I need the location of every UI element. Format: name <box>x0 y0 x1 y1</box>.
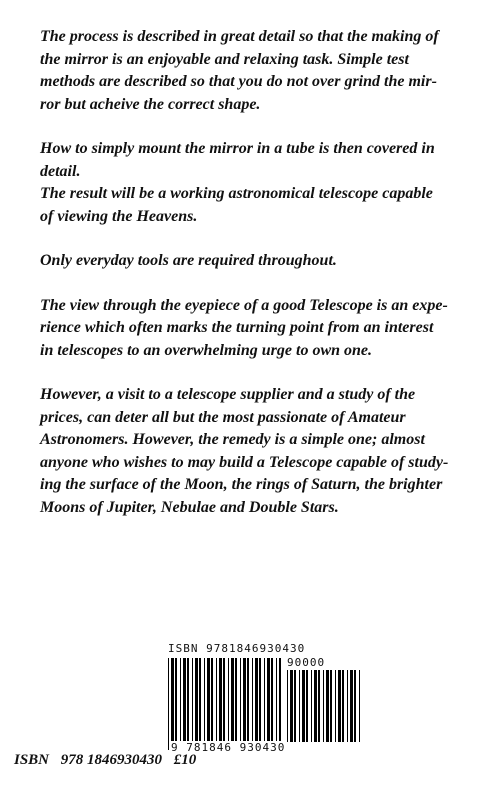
text-line: detail. <box>40 162 81 180</box>
text-line: prices, can deter all but the most passionate of Amateur <box>40 408 406 426</box>
text-line: ror but acheive the correct shape. <box>40 95 261 113</box>
text-line: anyone who wishes to may build a Telescope capable of study- <box>40 453 449 471</box>
text-line: The view through the eyepiece of a good Telescope is an expe- <box>40 296 448 314</box>
barcode-bars-addon <box>287 670 362 750</box>
text-line: Only everyday tools are required throughout. <box>40 252 337 269</box>
price: £10 <box>173 752 197 768</box>
footer-isbn-price <box>14 752 204 769</box>
isbn-number: 978 1846930430 <box>60 752 163 768</box>
text-line: However, a visit to a telescope supplier and a study of the <box>40 386 416 403</box>
text-line: ing the surface of the Moon, the rings of Saturn, the brighter <box>40 476 443 493</box>
text-line: Moons of Jupiter, Nebulae and Double Stars. <box>40 498 339 516</box>
paragraph-process <box>40 26 458 116</box>
text-line: in telescopes to an overwhelming urge to own one. <box>40 341 373 359</box>
text-line: rience which often marks the turning point from an interest <box>40 319 434 336</box>
isbn-prefix: ISBN <box>14 752 50 768</box>
paragraph-tools <box>40 250 458 273</box>
paragraph-view <box>40 295 458 363</box>
text-line: the mirror is an enjoyable and relaxing task. Simple test <box>40 50 409 68</box>
barcode-digits: 9 781846 930430 <box>171 741 286 754</box>
text-line: The result will be a working astronomical telescope capable <box>40 185 433 202</box>
text-line: of viewing the Heavens. <box>40 207 198 225</box>
isbn-barcode <box>168 642 364 764</box>
barcode-bars-main <box>168 658 281 750</box>
text-line: The process is described in great detail so that the making of <box>40 28 439 45</box>
text-line: How to simply mount the mirror in a tube is then covered in <box>40 140 435 157</box>
paragraph-remedy <box>40 384 458 519</box>
back-cover-text <box>40 26 458 541</box>
barcode-isbn-label: ISBN 9781846930430 <box>168 642 306 655</box>
barcode-price-code: 90000 <box>287 656 326 669</box>
text-line: methods are described so that you do not over grind the mir- <box>40 73 437 90</box>
paragraph-mount <box>40 138 458 228</box>
text-line: Astronomers. However, the remedy is a simple one; almost <box>40 431 425 448</box>
